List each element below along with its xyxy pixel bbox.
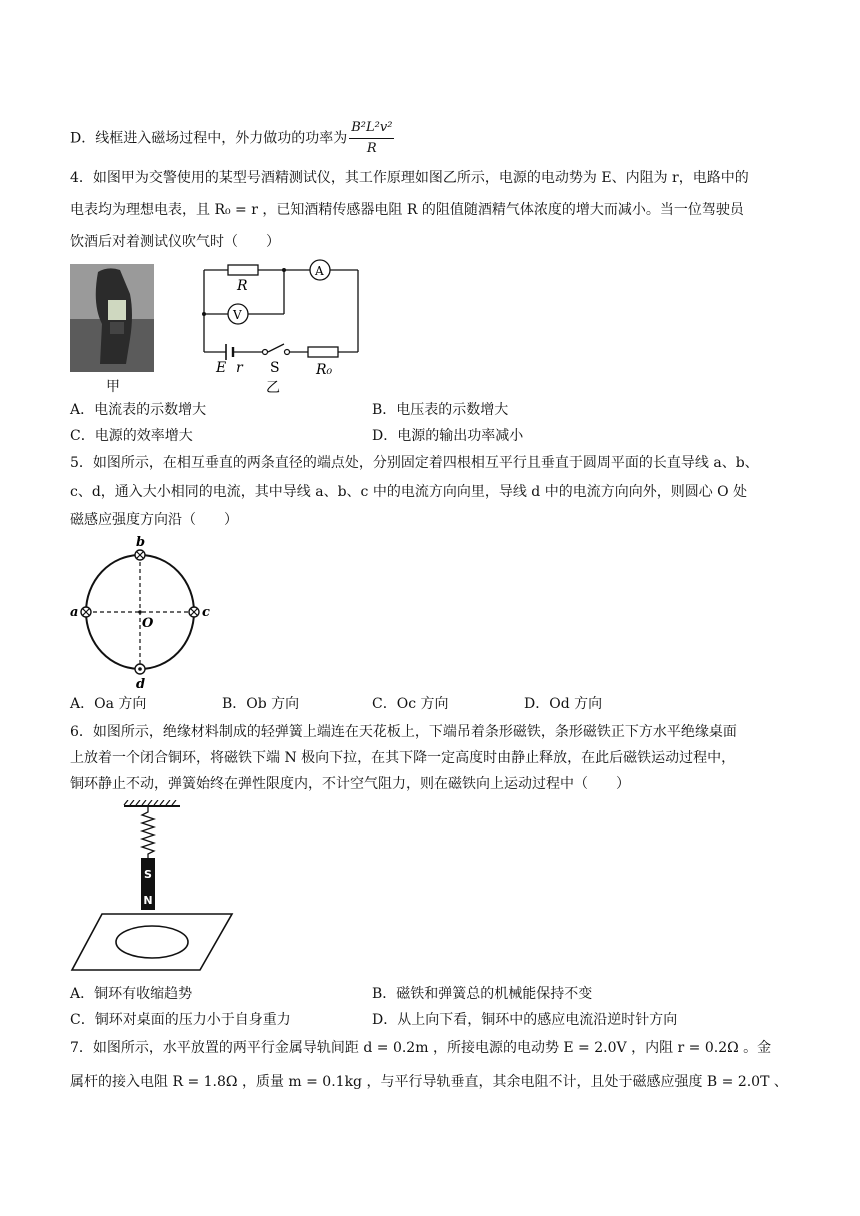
figure-label-yi: 乙 bbox=[266, 380, 280, 396]
spring-magnet-diagram bbox=[68, 800, 240, 976]
q5-stem-line1: 5．如图所示，在相互垂直的两条直径的端点处，分别固定着四根相互平行且垂直于圆周平面的长直导线 a、b、 bbox=[70, 455, 759, 471]
q7-stem-line2: 属杆的接入电阻 R = 1.8Ω ，质量 m = 0.1kg ，与平行导轨垂直，其余电阻不计，且处于磁感应强度 B = 2.0T 、 bbox=[70, 1074, 788, 1090]
figure-label-jia: 甲 bbox=[106, 379, 120, 395]
q4-option-c: C．电源的效率增大 bbox=[70, 428, 193, 444]
q6-stem-line2: 上放着一个闭合铜环，将磁铁下端 N 极向下拉，在其下降一定高度时由静止释放，在此后磁铁运动过程中， bbox=[70, 750, 736, 766]
q6-option-c: C．铜环对桌面的压力小于自身重力 bbox=[70, 1012, 291, 1028]
q7-stem-line1: 7．如图所示，水平放置的两平行金属导轨间距 d = 0.2m ，所接电源的电动势 E = 2.0V ，内阻 r = 0.2Ω 。金 bbox=[70, 1040, 772, 1056]
wires-circle-diagram bbox=[66, 534, 216, 690]
q6-option-a: A．铜环有收缩趋势 bbox=[70, 986, 193, 1002]
q3-option-d: D．线框进入磁场过程中，外力做功的功率为 $\frac{\text{B²L²v²}}{R}$ bbox=[70, 118, 396, 159]
circuit-svg bbox=[196, 256, 366, 396]
q4-option-b: B．电压表的示数增大 bbox=[372, 402, 509, 418]
q6-stem-line1: 6．如图所示，绝缘材料制成的轻弹簧上端连在天花板上，下端吊着条形磁铁，条形磁铁正下方水平绝缘桌面 bbox=[70, 724, 737, 740]
q4-option-d: D．电源的输出功率减小 bbox=[372, 428, 524, 444]
circuit-label-E: E bbox=[216, 360, 227, 376]
circuit-label-S: S bbox=[270, 360, 280, 376]
wires-circle-svg bbox=[66, 534, 216, 690]
q4-stem-line2: 电表均为理想电表，且 R₀ = r ，已知酒精传感器电阻 R 的阻值随酒精气体浓度的增大而减小。当一位驾驶员 bbox=[70, 202, 744, 218]
q6-option-d: D．从上向下看，铜环中的感应电流沿逆时针方向 bbox=[372, 1012, 678, 1028]
q4-stem-line3: 饮酒后对着测试仪吹气时（ ） bbox=[70, 234, 280, 250]
label-b: b bbox=[136, 535, 146, 550]
circuit-label-R0: R₀ bbox=[316, 362, 333, 378]
label-d: d bbox=[136, 677, 146, 690]
power-fraction: $\frac{\text{B²L²v²}}{R}$ bbox=[351, 120, 393, 156]
spring-magnet-svg bbox=[68, 800, 240, 976]
circuit-label-r: r bbox=[236, 360, 243, 376]
label-c: c bbox=[202, 605, 210, 620]
q4-option-a: A．电流表的示数增大 bbox=[70, 402, 207, 418]
q6-stem-line3: 铜环静止不动，弹簧始终在弹性限度内，不计空气阻力，则在磁铁向上运动过程中（ ） bbox=[70, 776, 630, 792]
q5-option-b: B．Ob 方向 bbox=[222, 696, 300, 712]
q5-option-c: C．Oc 方向 bbox=[372, 696, 449, 712]
q6-option-b: B．磁铁和弹簧总的机械能保持不变 bbox=[372, 986, 593, 1002]
label-a: a bbox=[70, 605, 79, 620]
voltmeter-icon: V bbox=[233, 308, 242, 322]
q4-stem-line1: 4．如图甲为交警使用的某型号酒精测试仪，其工作原理如图乙所示，电源的电动势为 E、内阻为 r，电路中的 bbox=[70, 170, 749, 186]
q5-stem-line2: c、d，通入大小相同的电流，其中导线 a、b、c 中的电流方向向里，导线 d 中的电流方向向外，则圆心 O 处 bbox=[70, 484, 748, 500]
label-O: O bbox=[142, 616, 154, 631]
circuit-diagram bbox=[196, 256, 366, 396]
magnet-pole-S: S bbox=[144, 868, 152, 881]
circuit-label-R: R bbox=[237, 278, 248, 294]
ammeter-icon: A bbox=[315, 264, 324, 278]
breathalyzer-photo bbox=[70, 264, 154, 395]
q5-option-d: D．Od 方向 bbox=[524, 696, 603, 712]
magnet-pole-N: N bbox=[143, 894, 153, 907]
q5-stem-line3: 磁感应强度方向沿（ ） bbox=[70, 512, 238, 528]
copper-ring bbox=[116, 926, 188, 958]
q5-option-a: A．Oa 方向 bbox=[70, 696, 147, 712]
